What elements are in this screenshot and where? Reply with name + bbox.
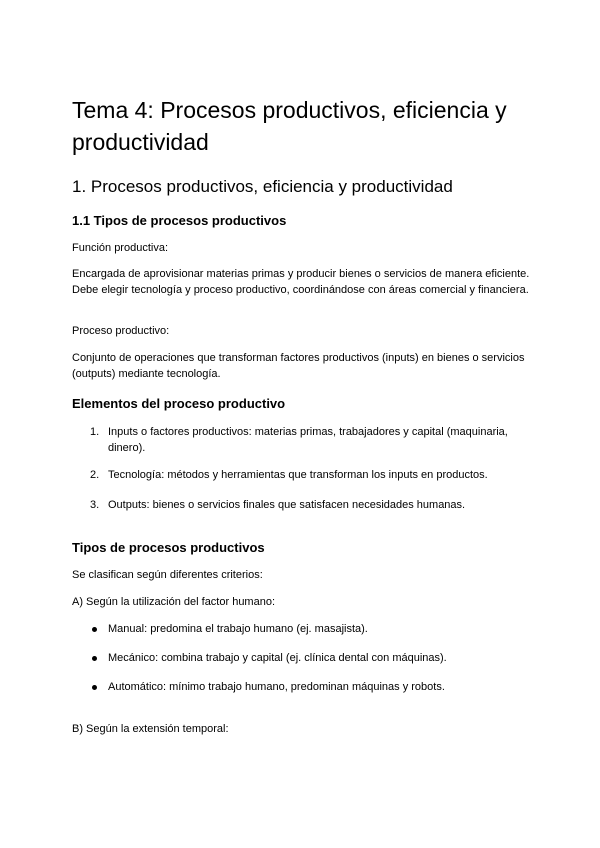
- bullet-icon: [92, 627, 97, 632]
- bullet-icon: [92, 685, 97, 690]
- list-item: Mecánico: combina trabajo y capital (ej. clínica dental con máquinas).: [108, 652, 447, 664]
- elementos-heading: Elementos del proceso productivo: [72, 396, 286, 411]
- list-item-marker: 2.: [90, 469, 100, 481]
- criterio-b-label: B) Según la extensión temporal:: [72, 723, 229, 735]
- criterio-a-label: A) Según la utilización del factor humano:: [72, 596, 276, 608]
- document-title: Tema 4: Procesos productivos, eficiencia y productividad: [72, 97, 507, 155]
- list-item-marker: 1.: [90, 426, 100, 438]
- tipos-intro: Se clasifican según diferentes criterios:: [72, 569, 263, 581]
- list-item: Manual: predomina el trabajo humano (ej. masajista).: [108, 623, 368, 635]
- list-item-marker: 3.: [90, 499, 100, 511]
- list-item: Tecnología: métodos y herramientas que transforman los inputs en productos.: [108, 469, 488, 481]
- proceso-text: Conjunto de operaciones que transforman factores productivos (inputs) en bienes o servicios (outputs) mediante tecnología.: [72, 352, 525, 380]
- subsection-heading: 1.1 Tipos de procesos productivos: [72, 213, 287, 228]
- section-heading: 1. Procesos productivos, eficiencia y productividad: [72, 177, 453, 196]
- tipos-heading: Tipos de procesos productivos: [72, 540, 265, 555]
- list-item: Inputs o factores productivos: materias primas, trabajadores y capital (maquinaria, dinero).: [108, 426, 508, 454]
- proceso-label: Proceso productivo:: [72, 325, 170, 337]
- funcion-label: Función productiva:: [72, 242, 168, 254]
- list-item: Outputs: bienes o servicios finales que satisfacen necesidades humanas.: [108, 499, 466, 511]
- bullet-icon: [92, 656, 97, 661]
- list-item: Automático: mínimo trabajo humano, predominan máquinas y robots.: [108, 681, 445, 693]
- funcion-text: Encargada de aprovisionar materias primas y producir bienes o servicios de manera eficiente. Debe elegir tecnología y proceso productivo, coordinándose con áreas comercial y financiera.: [72, 268, 530, 296]
